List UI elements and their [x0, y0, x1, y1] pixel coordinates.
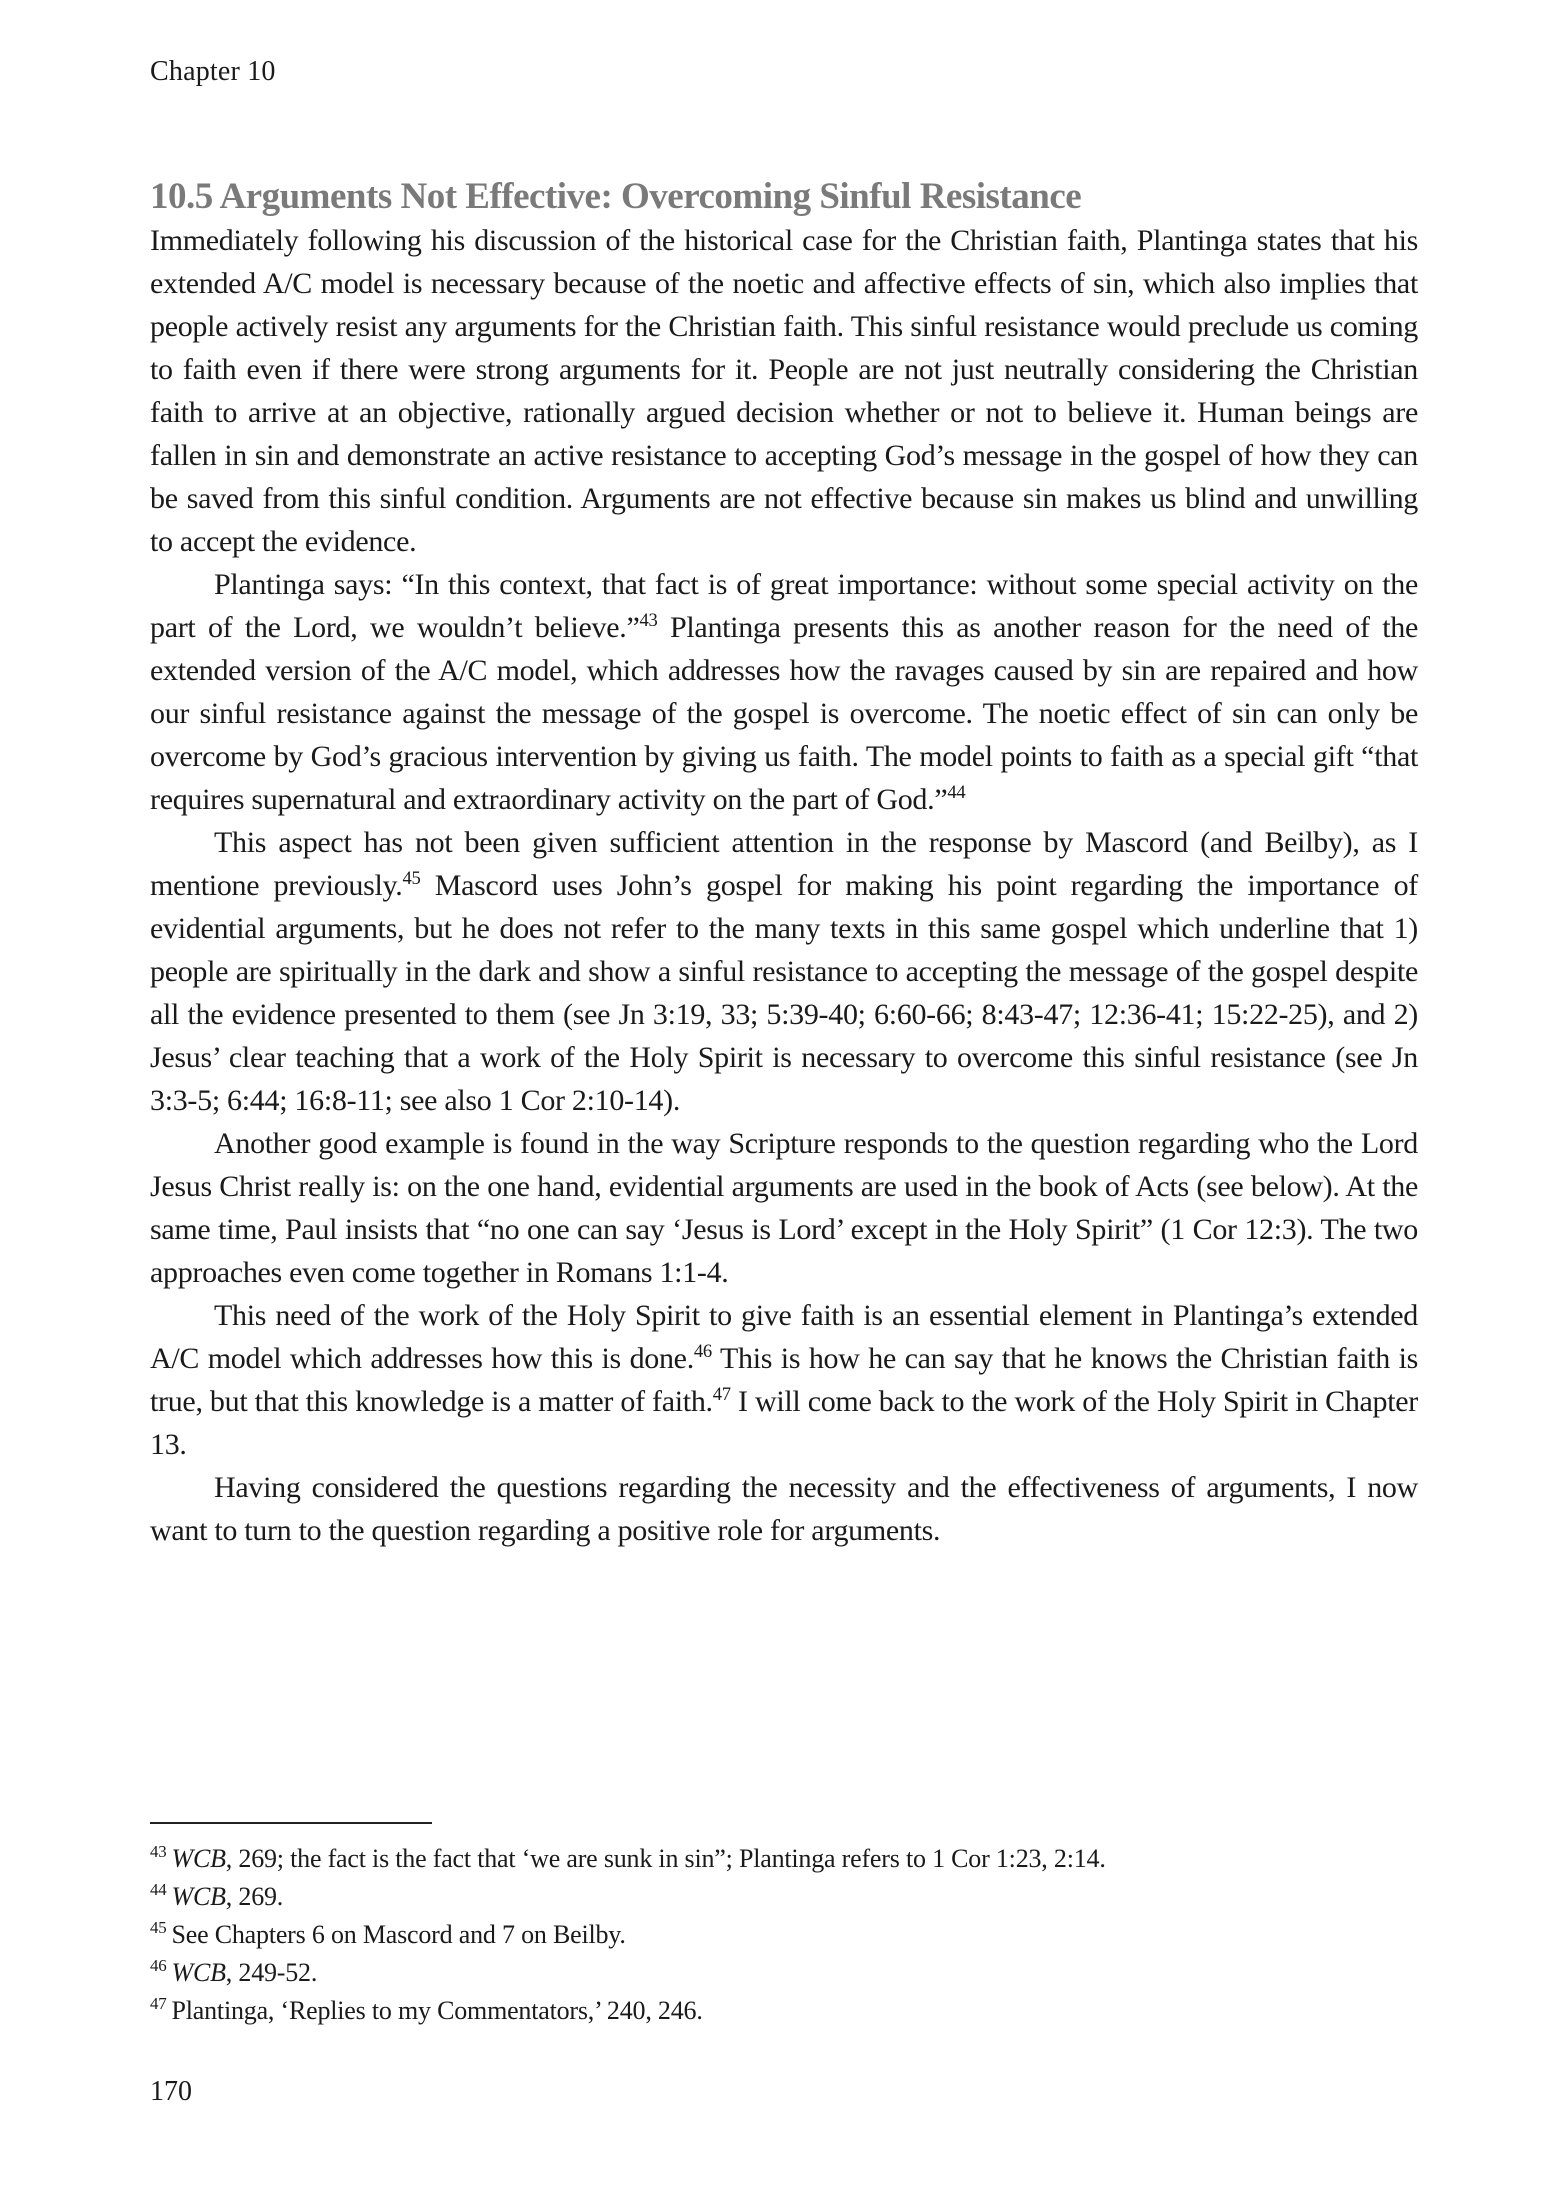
running-header-chapter: Chapter 10	[150, 56, 276, 87]
paragraph-text: Plantinga presents this as another reason for the need of the extended version of the A/C model, which addresses how the ravages caused by sin are repaired and how our sinful resistance against the message of the gospel is overcome. The noetic effect of sin can only be overcome by God’s gracious intervention by giving us faith. The model points to faith as a special gift “that requires supernatural and extraordinary activity on the part of God.”	[150, 610, 1418, 816]
footnote-text: See Chapters 6 on Mascord and 7 on Beilby.	[171, 1920, 626, 1949]
paragraph-text: This is how he can say that he knows the Christian faith is true, but that this knowledge is a matter of faith.	[150, 1341, 1418, 1418]
page-number: 170	[150, 2076, 192, 2107]
footnote-text: , 269.	[225, 1882, 284, 1911]
paragraph	[150, 1294, 1418, 1466]
paragraph	[150, 1122, 1418, 1294]
paragraph-text: Immediately following his discussion of the historical case for the Christian faith, Plantinga states that his extended A/C model is necessary because of the noetic and affective effects of sin, which also implies that people actively resist any arguments for the Christian faith. This sinful resistance would preclude us coming to faith even if there were strong arguments for it. People are not just neutrally considering the Christian faith to arrive at an objective, rationally argued decision whether or not to believe it. Human beings are fallen in sin and demonstrate an active resistance to accepting God’s message in the gospel of how they can be saved from this sinful condition. Arguments are not effective because sin makes us blind and unwilling to accept the evidence.	[150, 223, 1418, 558]
footnote-text: Plantinga, ‘Replies to my Commentators,’ 240, 246.	[171, 1996, 703, 2025]
footnote-text: , 249-52.	[225, 1958, 318, 1987]
footnote-ref-47: 47	[712, 1383, 731, 1405]
footnote	[150, 1992, 1418, 2030]
footnote-ref-45: 45	[402, 867, 421, 889]
paragraph-text: This aspect has not been given sufficient attention in the response by Mascord (and Beilby), as I mentione previously.	[150, 825, 1418, 902]
section-heading: 10.5 Arguments Not Effective: Overcoming Sinful Resistance	[150, 176, 1082, 217]
footnote	[150, 1878, 1418, 1916]
footnote-number: 45	[150, 1918, 167, 1938]
paragraph	[150, 219, 1418, 563]
paragraph-text: I will come back to the work of the Holy Spirit in Chapter 13.	[150, 1384, 1418, 1461]
footnote-work-title: WCB	[171, 1844, 226, 1873]
footnote-work-title: WCB	[171, 1958, 226, 1987]
paragraph	[150, 821, 1418, 1122]
footnote-work-title: WCB	[171, 1882, 226, 1911]
page-content	[150, 176, 1418, 1552]
footnote	[150, 1916, 1418, 1954]
paragraph	[150, 563, 1418, 821]
footnote-text: , 269; the fact is the fact that ‘we are sunk in sin”; Plantinga refers to 1 Cor 1:23, 2:14.	[225, 1844, 1106, 1873]
footnote-number: 47	[150, 1994, 167, 2014]
paragraph	[150, 1466, 1418, 1552]
paragraph-text: Another good example is found in the way Scripture responds to the question regarding who the Lord Jesus Christ really is: on the one hand, evidential arguments are used in the book of Acts (see below). At the same time, Paul insists that “no one can say ‘Jesus is Lord’ except in the Holy Spirit” (1 Cor 12:3). The two approaches even come together in Romans 1:1-4.	[150, 1126, 1418, 1289]
footnote-number: 43	[150, 1842, 167, 1862]
paragraph-text: Mascord uses John’s gospel for making his point regarding the importance of evidential arguments, but he does not refer to the many texts in this same gospel which underline that 1) people are spiritually in the dark and show a sinful resistance to accepting the message of the gospel despite all the evidence presented to them (see Jn 3:19, 33; 5:39-40; 6:60-66; 8:43-47; 12:36-41; 15:22-25), and 2) Jesus’ clear teaching that a work of the Holy Spirit is necessary to overcome this sinful resistance (see Jn 3:3-5; 6:44; 16:8-11; see also 1 Cor 2:10-14).	[150, 868, 1418, 1117]
footnote-number: 44	[150, 1880, 167, 1900]
footnote-ref-46: 46	[693, 1340, 712, 1362]
footnotes-section	[150, 1822, 1418, 2030]
footnote-number: 46	[150, 1956, 167, 1976]
paragraph-text: Having considered the questions regarding the necessity and the effectiveness of arguments, I now want to turn to the question regarding a positive role for arguments.	[150, 1470, 1418, 1547]
footnote-separator	[150, 1822, 432, 1824]
footnote	[150, 1954, 1418, 1992]
paragraph-text: Plantinga says: “In this context, that fact is of great importance: without some special activity on the part of the Lord, we wouldn’t believe.”	[150, 567, 1418, 644]
footnote	[150, 1840, 1418, 1878]
footnote-ref-44: 44	[947, 781, 966, 803]
footnote-ref-43: 43	[639, 609, 658, 631]
paragraph-text: This need of the work of the Holy Spirit to give faith is an essential element in Plantinga’s extended A/C model which addresses how this is done.	[150, 1298, 1418, 1375]
